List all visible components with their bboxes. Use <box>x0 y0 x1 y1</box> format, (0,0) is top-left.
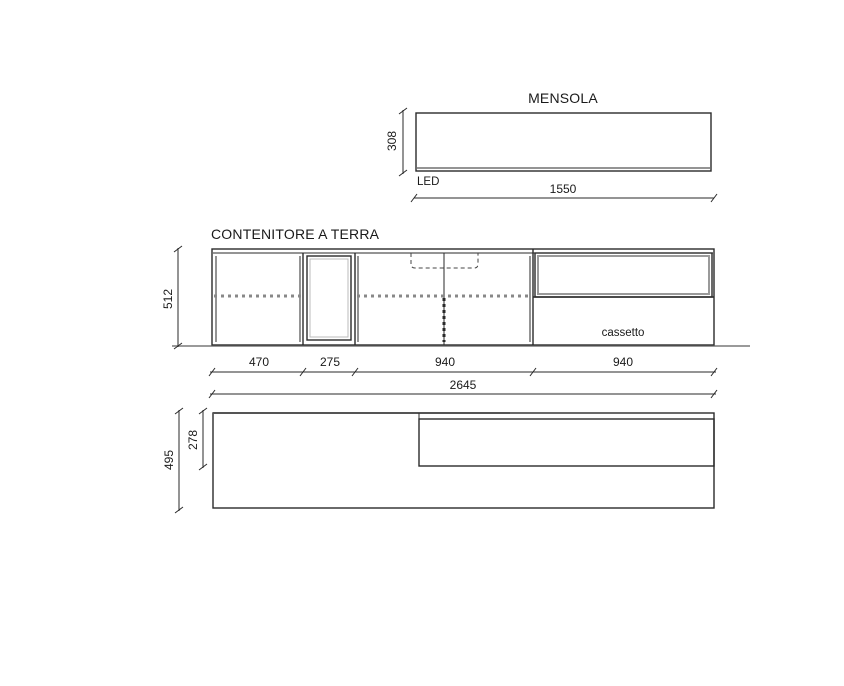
drawer-depth-label: 278 <box>186 429 200 451</box>
segment-label-2: 275 <box>319 355 341 369</box>
top-view-drawer <box>419 419 714 466</box>
depth-label: 495 <box>162 449 176 471</box>
segment-label-4: 940 <box>612 355 634 369</box>
cabinet-height-label: 512 <box>161 288 175 310</box>
mensola-width-label: 1550 <box>549 182 577 196</box>
mensola-height-label: 308 <box>385 130 399 152</box>
mensola-section <box>385 90 717 202</box>
drawer-label: cassetto <box>601 327 645 339</box>
glass-door-frame <box>307 256 351 340</box>
segment-label-3: 940 <box>434 355 456 369</box>
top-view-outline <box>213 413 714 508</box>
segment-label-1: 470 <box>248 355 270 369</box>
top-view-section <box>162 408 714 513</box>
mensola-title: MENSOLA <box>528 90 598 106</box>
total-width-label: 2645 <box>449 378 477 392</box>
led-label: LED <box>417 176 440 188</box>
mensola-outline <box>416 113 711 171</box>
glass-door-pane <box>310 259 348 337</box>
open-niche-inner <box>538 256 709 294</box>
contenitore-title: CONTENITORE A TERRA <box>211 226 380 242</box>
open-niche <box>535 253 712 297</box>
contenitore-section <box>161 226 750 398</box>
